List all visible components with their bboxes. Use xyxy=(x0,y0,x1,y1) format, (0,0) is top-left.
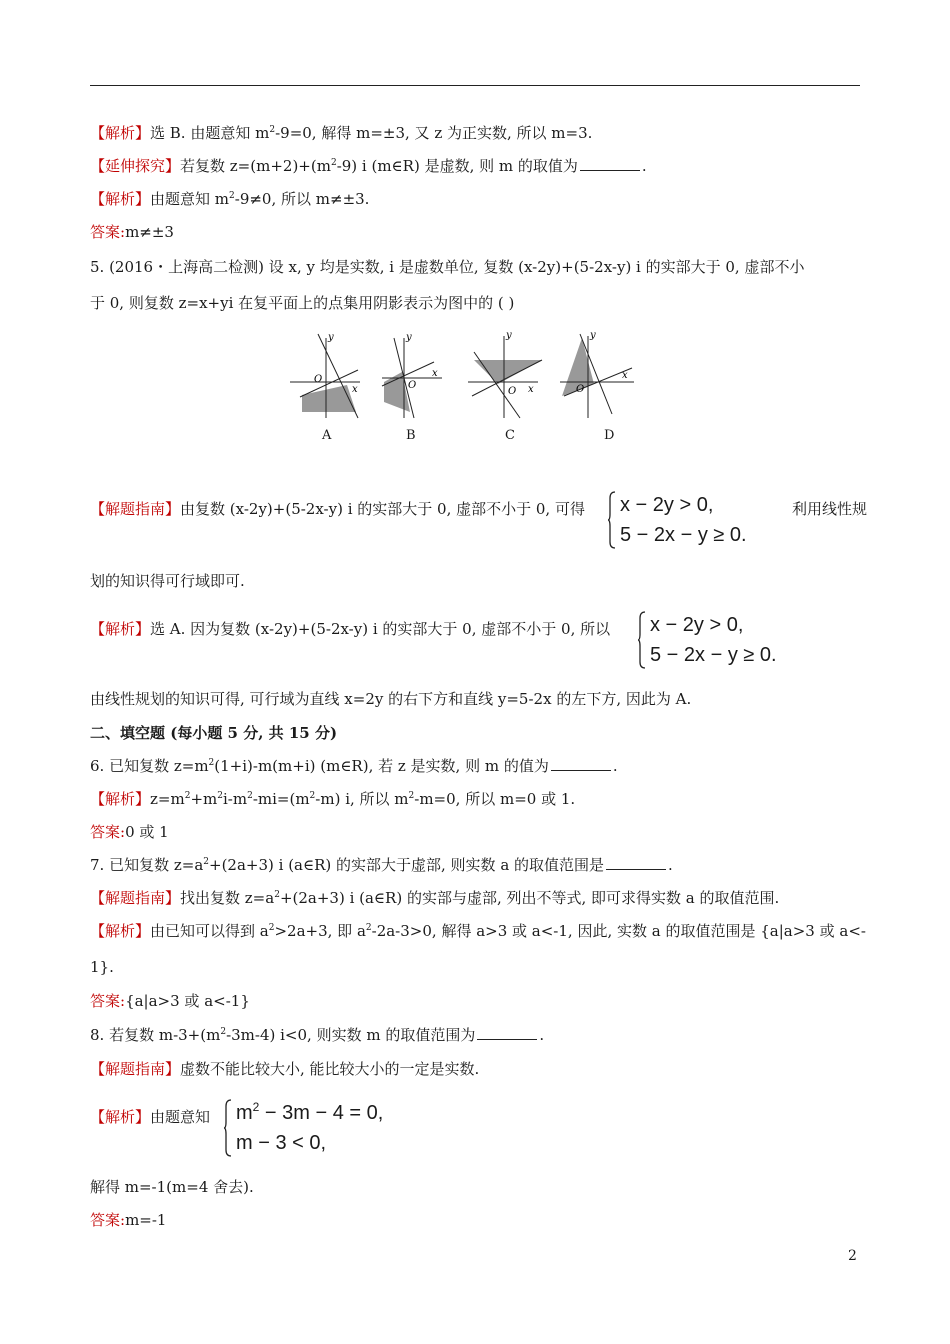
svg-text:O: O xyxy=(576,384,585,395)
inequality-system-2: x − 2y > 0, 5 − 2x − y ≥ 0. xyxy=(638,610,818,670)
answer-label: 答案: xyxy=(90,992,126,1010)
svg-text:x: x xyxy=(432,368,438,379)
question-5-line-1: 5. (2016・上海高二检测) 设 x, y 均是实数, i 是虚数单位, 复数 (x-2y)+(5-2x-y) i 的实部大于 0, 虚部不小 xyxy=(90,258,805,276)
guide-q7: 【解题指南】找出复数 $z=a^2+(2a+3)$ i (a∈R) 的实部与虚部, 列出不等式, 即可求得实数 a 的取值范围. xyxy=(90,889,780,907)
svg-text:x: x xyxy=(528,384,534,395)
figure-label-d: D xyxy=(604,428,615,443)
answer-q7: 答案:{a|a>3 或 a<-1} xyxy=(90,992,250,1010)
guide-q5-tail: 利用线性规 xyxy=(792,500,868,518)
svg-text:x: x xyxy=(352,384,358,395)
equation-system-3: $m^2 - 3m - 4 = 0$, m − 3 < 0, xyxy=(224,1098,424,1158)
header-rule xyxy=(90,85,860,86)
page-number: 2 xyxy=(848,1248,857,1264)
analysis-q7: 【解析】由已知可以得到 $a^2>2a+3$, 即 $a^2-2a-3>0$, 解得 a>3 或 a<-1, 因此, 实数 a 的取值范围是 {a|a>3 或 a<- xyxy=(90,922,866,940)
brace-icon xyxy=(608,490,616,550)
svg-text:x: x xyxy=(622,370,628,381)
answer-blank xyxy=(477,1025,537,1040)
guide-tag: 【解题指南】 xyxy=(90,1060,181,1078)
guide-q8: 【解题指南】虚数不能比较大小, 能比较大小的一定是实数. xyxy=(90,1060,480,1078)
analysis-q7-continued: 1}. xyxy=(90,958,114,976)
answer-q6: 答案:0 或 1 xyxy=(90,823,169,841)
question-8: 8. 若复数 $m-3+(m^2-3m-4)$ i<0, 则实数 m 的取值范围为 . xyxy=(90,1026,545,1044)
analysis-q5: 【解析】选 A. 因为复数 (x-2y)+(5-2x-y) i 的实部大于 0, 虚部不小于 0, 所以 xyxy=(90,620,611,638)
svg-text:y: y xyxy=(328,332,334,343)
svg-text:y: y xyxy=(506,330,512,341)
svg-text:O: O xyxy=(508,386,517,397)
section-heading: 二、填空题 (每小题 5 分, 共 15 分) xyxy=(90,724,338,742)
figure-b xyxy=(382,332,442,418)
guide-q5-continued: 划的知识得可行域即可. xyxy=(90,572,245,590)
extension-question: 【延伸探究】若复数 $z=(m+2)+(m^2-9)$ i (m∈R) 是虚数, 则 m 的取值为 . xyxy=(90,157,647,175)
svg-text:y: y xyxy=(406,332,412,343)
answer-blank xyxy=(580,156,640,171)
guide-tag: 【解题指南】 xyxy=(90,500,181,518)
analysis-q8-continued: 解得 m=-1(m=4 舍去). xyxy=(90,1178,254,1196)
svg-text:y: y xyxy=(590,330,596,341)
extension-analysis: 【解析】由题意知 $m^2-9\ne 0$, 所以 m≠±3. xyxy=(90,190,370,208)
answer-label: 答案: xyxy=(90,223,126,241)
analysis-q5-continued: 由线性规划的知识可得, 可行域为直线 x=2y 的右下方和直线 y=5-2x 的左下方, 因此为 A. xyxy=(90,690,692,708)
figure-label-b: B xyxy=(406,428,416,443)
svg-text:O: O xyxy=(408,380,417,391)
figure-c xyxy=(468,330,542,418)
question-6: 6. 已知复数 $z=m^2(1+i)-m(m+i)$ (m∈R), 若 z 是实数, 则 m 的值为 . xyxy=(90,757,618,775)
answer-q8: 答案:m=-1 xyxy=(90,1211,167,1229)
analysis-q4: 【解析】选 B. 由题意知 $m^2-9=0$, 解得 m=±3, 又 z 为正实数, 所以 m=3. xyxy=(90,124,593,142)
figure-a xyxy=(290,332,360,418)
analysis-tag: 【解析】 xyxy=(90,190,151,208)
figure-d xyxy=(560,330,634,418)
analysis-tag: 【解析】 xyxy=(90,620,151,638)
question-5-line-2: 于 0, 则复数 z=x+yi 在复平面上的点集用阴影表示为图中的 ( ) xyxy=(90,294,515,312)
analysis-tag: 【解析】 xyxy=(90,922,151,940)
figure-label-a: A xyxy=(322,428,332,443)
analysis-tag: 【解析】 xyxy=(90,1108,151,1126)
answer-blank xyxy=(606,855,666,870)
question-5-figures xyxy=(290,330,650,450)
analysis-q6: 【解析】$z=m^2+m^2i-m^2-mi=(m^2-m)$ i, 所以 $m^2-m=0$, 所以 m=0 或 1. xyxy=(90,790,576,808)
analysis-q8: 【解析】由题意知 xyxy=(90,1108,211,1126)
region-diagrams xyxy=(290,330,650,420)
brace-icon xyxy=(224,1098,232,1158)
analysis-tag: 【解析】 xyxy=(90,790,151,808)
answer-label: 答案: xyxy=(90,1211,126,1229)
extension-answer: 答案:m≠±3 xyxy=(90,223,174,241)
answer-blank xyxy=(551,756,611,771)
brace-icon xyxy=(638,610,646,670)
extension-tag: 【延伸探究】 xyxy=(90,157,181,175)
figure-label-c: C xyxy=(505,428,515,443)
analysis-tag: 【解析】 xyxy=(90,124,151,142)
answer-label: 答案: xyxy=(90,823,126,841)
guide-tag: 【解题指南】 xyxy=(90,889,181,907)
guide-q5: 【解题指南】由复数 (x-2y)+(5-2x-y) i 的实部大于 0, 虚部不小于 0, 可得 xyxy=(90,500,585,518)
svg-text:O: O xyxy=(314,374,323,385)
question-7: 7. 已知复数 $z=a^2+(2a+3)$ i (a∈R) 的实部大于虚部, 则实数 a 的取值范围是 . xyxy=(90,856,673,874)
inequality-system-1: x − 2y > 0, 5 − 2x − y ≥ 0. xyxy=(608,490,788,550)
